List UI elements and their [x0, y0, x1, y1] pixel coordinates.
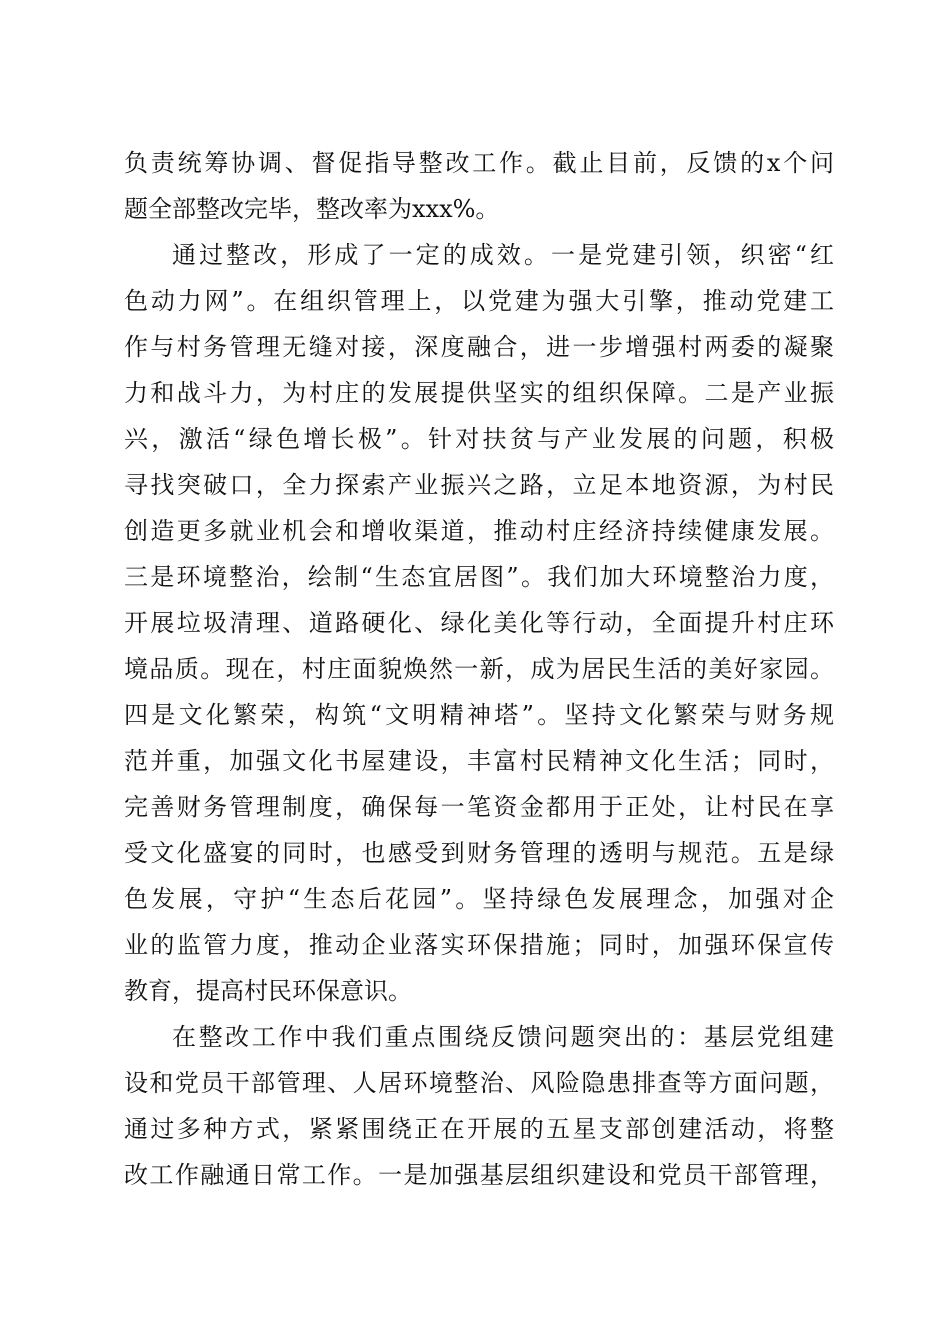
- text-line: 色发展，守护“生态后花园”。坚持绿色发展理念，加强对企: [124, 885, 834, 913]
- text-line: 寻找突破口，全力探索产业振兴之路，立足本地资源，为村民: [124, 471, 834, 499]
- text-line: 范并重，加强文化书屋建设，丰富村民精神文化生活；同时，: [124, 747, 834, 775]
- text-line: 境品质。现在，村庄面貌焕然一新，成为居民生活的美好家园。: [124, 655, 834, 683]
- text-line: 教育，提高村民环保意识。: [124, 977, 412, 1005]
- paragraph-first-line: 通过整改，形成了一定的成效。一是党建引领，织密“红: [172, 241, 834, 269]
- body-text: [124, 140, 834, 1198]
- text-line: 色动力网”。在组织管理上，以党建为强大引擎，推动党建工: [124, 287, 834, 315]
- text-line: 三是环境整治，绘制“生态宜居图”。我们加大环境整治力度，: [124, 563, 834, 591]
- text-line: 改工作融通日常工作。一是加强基层组织建设和党员干部管理，: [124, 1161, 834, 1189]
- text-line: 题全部整改完毕，整改率为xxx%。: [124, 195, 500, 223]
- text-line: 负责统筹协调、督促指导整改工作。截止目前，反馈的x个问: [124, 149, 834, 177]
- text-line: 作与村务管理无缝对接，深度融合，进一步增强村两委的凝聚: [124, 333, 834, 361]
- text-line: 业的监管力度，推动企业落实环保措施；同时，加强环保宣传: [124, 931, 834, 959]
- text-line: 受文化盛宴的同时，也感受到财务管理的透明与规范。五是绿: [124, 839, 834, 867]
- text-line: 创造更多就业机会和增收渠道，推动村庄经济持续健康发展。: [124, 517, 834, 545]
- text-line: 四是文化繁荣，构筑“文明精神塔”。坚持文化繁荣与财务规: [124, 701, 834, 729]
- paragraph-first-line: 在整改工作中我们重点围绕反馈问题突出的：基层党组建: [172, 1023, 834, 1051]
- text-line: 力和战斗力，为村庄的发展提供坚实的组织保障。二是产业振: [124, 379, 834, 407]
- text-line: 设和党员干部管理、人居环境整治、风险隐患排查等方面问题，: [124, 1069, 834, 1097]
- text-line: 通过多种方式，紧紧围绕正在开展的五星支部创建活动，将整: [124, 1115, 834, 1143]
- text-line: 兴，激活“绿色增长极”。针对扶贫与产业发展的问题，积极: [124, 425, 834, 453]
- text-line: 完善财务管理制度，确保每一笔资金都用于正处，让村民在享: [124, 793, 834, 821]
- text-line: 开展垃圾清理、道路硬化、绿化美化等行动，全面提升村庄环: [124, 609, 834, 637]
